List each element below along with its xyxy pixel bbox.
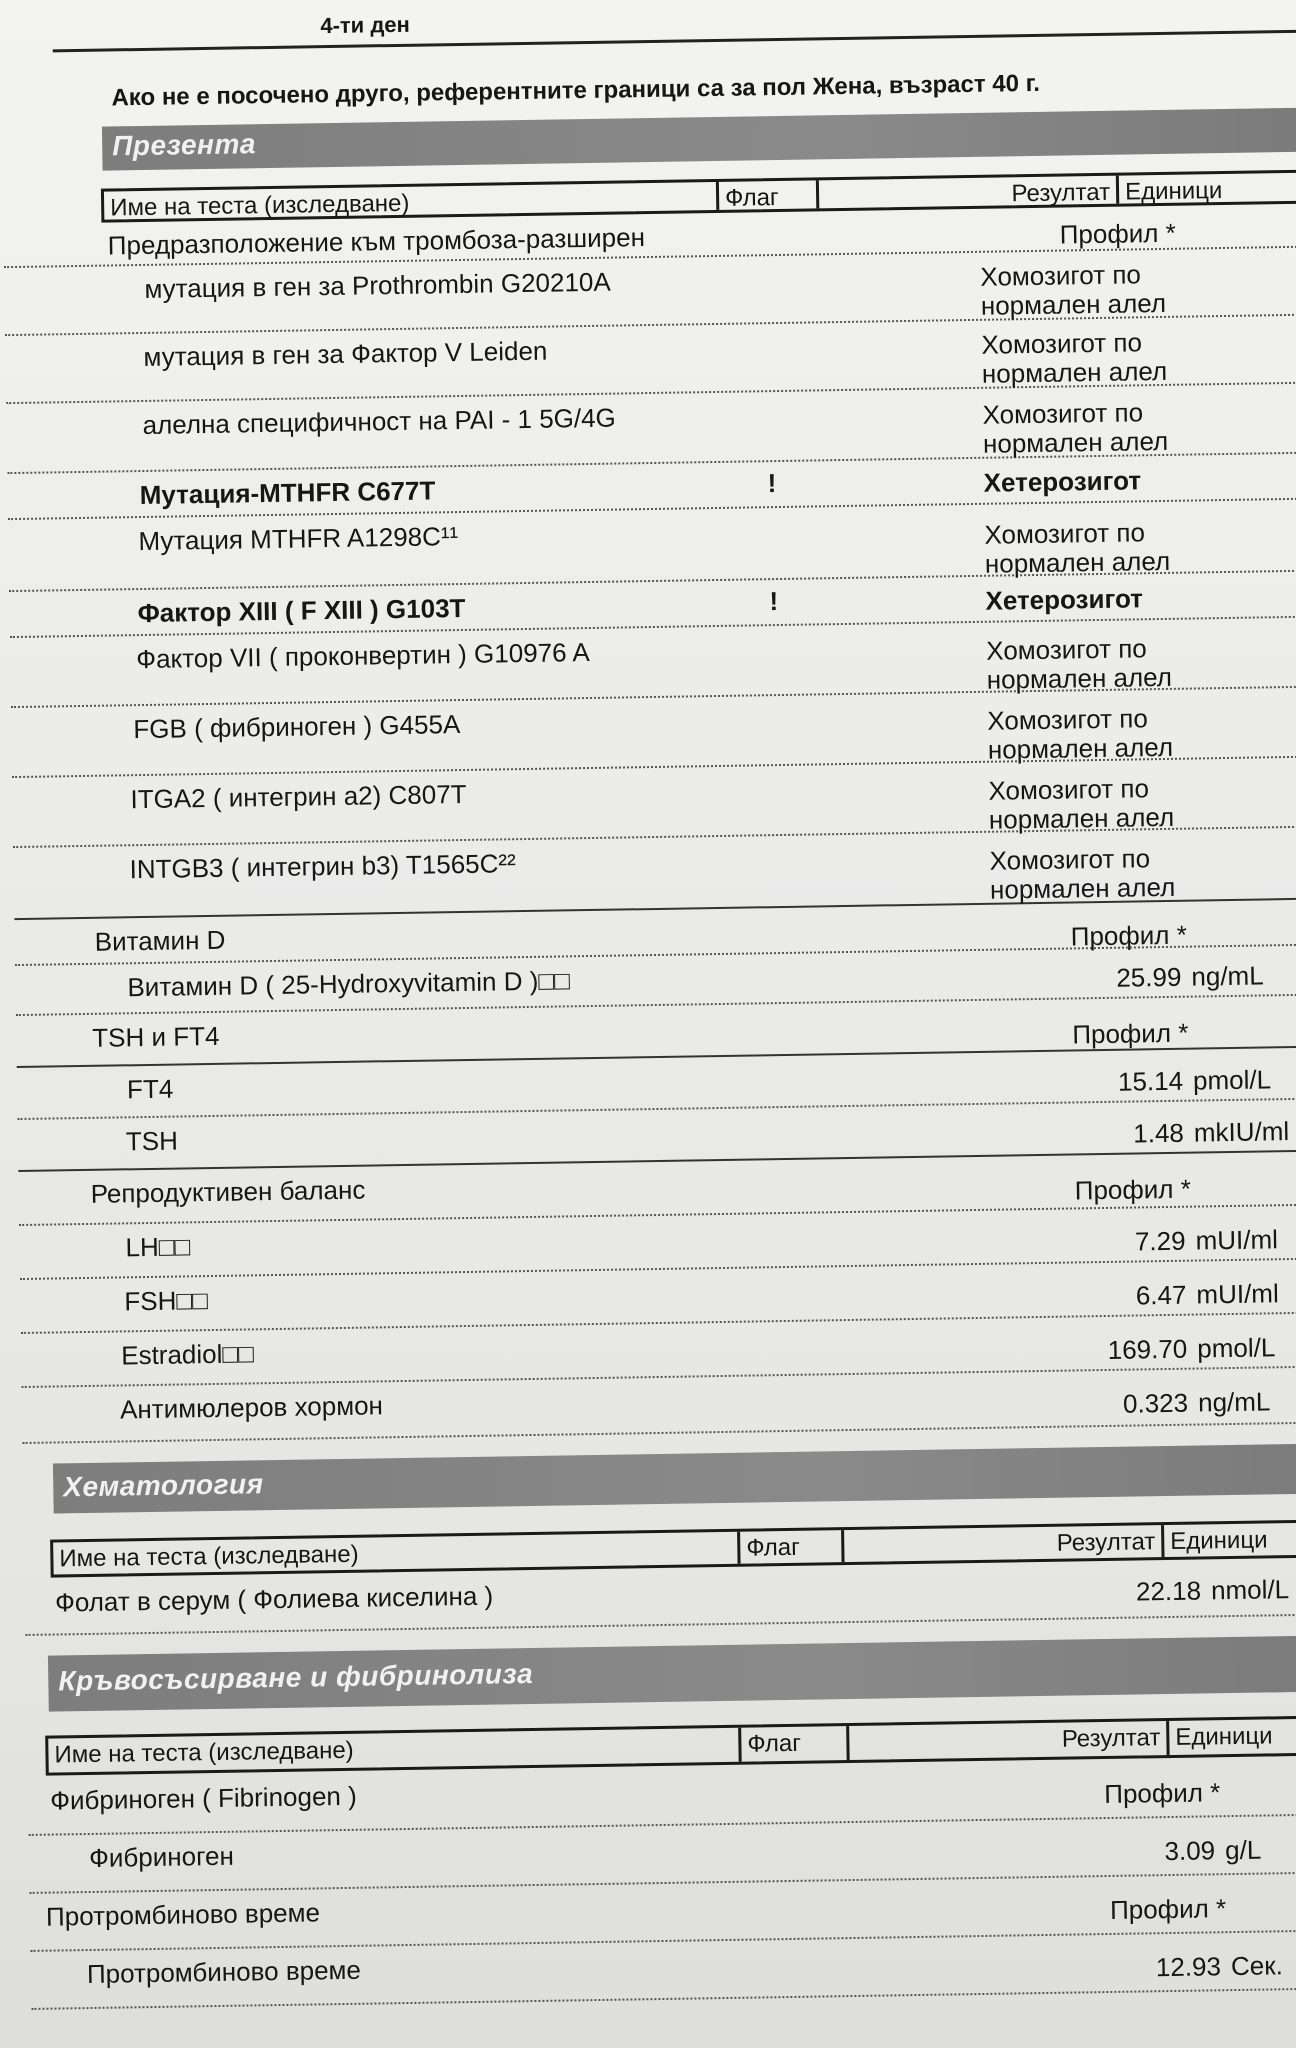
result-line-2: нормален алел: [981, 355, 1168, 389]
section-title: Хематология: [63, 1468, 264, 1503]
test-result: [982, 394, 1296, 457]
test-result: [988, 770, 1296, 833]
section-bar-coagulation: [48, 1635, 1296, 1711]
section-title: Презента: [111, 128, 257, 162]
test-name: Репродуктивен баланс: [90, 1174, 366, 1209]
test-name: ITGA2 ( интегрин a2) C807T: [130, 778, 467, 815]
test-name: Мутация MTHFR A1298C¹¹: [138, 521, 459, 557]
test-name: Протромбиново време: [45, 1897, 321, 1932]
result-line-1: Хомозигот по: [984, 517, 1146, 550]
result-line-2: нормален алел: [982, 425, 1169, 459]
test-name: Витамин D: [94, 924, 226, 957]
result-unit: mkIU/ml: [1193, 1116, 1290, 1148]
result-line-2: нормален алел: [987, 731, 1174, 765]
test-name: мутация в ген за Prothrombin G20210A: [144, 266, 611, 304]
test-name: FGB ( фибриноген ) G455A: [133, 709, 461, 745]
test-name: Фибриноген: [88, 1840, 235, 1874]
test-name: Мутация-MTHFR C677T: [139, 475, 436, 511]
flag-marker: !: [769, 586, 779, 617]
result-line-2: нормален алел: [984, 545, 1171, 579]
test-name: Estradiol□□: [120, 1338, 255, 1371]
test-result: [984, 514, 1296, 577]
result-line-2: нормален алел: [986, 661, 1173, 695]
test-name: LH□□: [125, 1231, 191, 1263]
test-result: [1075, 1172, 1296, 1207]
test-result: [1075, 1224, 1296, 1259]
result-line-1: Хетерозигот: [985, 583, 1144, 616]
result-value: 6.47: [1135, 1279, 1187, 1311]
col-units-header: Единици: [1116, 173, 1296, 204]
test-name: Фибриноген ( Fibrinogen ): [49, 1780, 357, 1816]
result-value: Профил: [1059, 218, 1159, 250]
test-name: Фактор VII ( проконвертин ) G10976 A: [136, 636, 590, 675]
test-result: [1072, 1016, 1296, 1051]
result-unit: mUI/ml: [1195, 1224, 1279, 1256]
result-unit: *: [1165, 217, 1177, 248]
col-result-header: Резултат: [846, 1721, 1166, 1760]
test-result: [981, 324, 1296, 387]
test-result: [1073, 1064, 1296, 1099]
test-name: Антимюлеров хормон: [119, 1390, 384, 1425]
result-value: 25.99: [1116, 961, 1182, 993]
test-result: [1074, 1116, 1296, 1151]
result-unit: *: [1209, 1777, 1221, 1808]
col-units-header: Единици: [1166, 1718, 1296, 1755]
section-bar-hematology: [53, 1443, 1296, 1513]
day-label: 4-ти ден: [320, 11, 411, 39]
col-units-header: Единици: [1161, 1522, 1296, 1557]
result-unit: *: [1180, 1173, 1192, 1204]
test-result: [985, 580, 1296, 617]
result-line-1: Хомозигот по: [982, 397, 1144, 430]
result-line-1: Хомозигот по: [986, 633, 1147, 666]
result-unit: pmol/L: [1197, 1332, 1276, 1364]
result-line-2: нормален алел: [989, 871, 1176, 905]
result-value: Профил: [1070, 919, 1170, 952]
result-unit: Сек.: [1230, 1950, 1284, 1982]
test-result: [1071, 960, 1296, 995]
result-unit: *: [1177, 1017, 1189, 1048]
result-line-1: Хомозигот по: [987, 703, 1149, 736]
result-unit: nmol/L: [1210, 1574, 1290, 1606]
test-result: [1105, 1833, 1296, 1868]
result-line-1: Хомозигот по: [981, 327, 1143, 360]
col-result-header: Резултат: [816, 176, 1116, 209]
test-result: [1111, 1949, 1296, 1984]
col-result-header: Резултат: [841, 1525, 1161, 1562]
result-unit: ng/mL: [1197, 1386, 1271, 1418]
top-rule: [53, 30, 1296, 53]
result-line-1: Хомозигот по: [980, 259, 1142, 292]
test-name: Витамин D ( 25-Hydroxyvitamin D )□□: [127, 965, 571, 1003]
result-value: Профил: [1072, 1017, 1172, 1050]
section-title: Кръвосъсирване и фибринолиза: [58, 1658, 534, 1697]
test-result: [987, 700, 1296, 763]
test-result: [1077, 1332, 1296, 1367]
test-result: [1110, 1891, 1296, 1926]
result-value: 15.14: [1117, 1065, 1184, 1097]
test-name: Протромбиново време: [86, 1954, 362, 1990]
result-value: 7.29: [1134, 1225, 1186, 1257]
test-name: Фактор XIII ( F XIII ) G103T: [137, 592, 466, 629]
test-name: TSH: [125, 1125, 179, 1157]
col-name-header: Име на теста (изследване): [54, 1736, 354, 1769]
test-name: INTGB3 ( интегрин b3) T1565C²²: [129, 848, 516, 885]
test-result: [1078, 1386, 1296, 1421]
result-value: 0.323: [1122, 1387, 1189, 1419]
col-name-header: Име на теста (изследване): [109, 189, 410, 222]
test-result: [1091, 1573, 1296, 1608]
result-value: 169.70: [1107, 1333, 1188, 1365]
test-result: [1076, 1278, 1296, 1313]
result-unit: pmol/L: [1192, 1064, 1272, 1096]
result-value: Профил: [1074, 1173, 1174, 1206]
test-name: мутация в ген за Фактор V Leiden: [143, 335, 548, 372]
test-result: [1059, 216, 1296, 251]
test-name: Предразположение към тромбоза-разширен: [107, 222, 646, 261]
result-value: Профил: [1104, 1777, 1204, 1810]
test-result: [986, 630, 1296, 693]
test-name: TSH и FT4: [91, 1020, 220, 1053]
test-result: [983, 462, 1296, 499]
test-name: FSH□□: [124, 1285, 209, 1317]
test-result: [989, 840, 1296, 903]
result-value: Профил: [1109, 1893, 1209, 1925]
result-value: 3.09: [1164, 1835, 1216, 1867]
result-value: 12.93: [1155, 1951, 1222, 1983]
result-unit: *: [1176, 919, 1188, 950]
test-result: [1104, 1775, 1296, 1810]
result-unit: g/L: [1224, 1834, 1262, 1866]
test-name: алелна специфичност на PAI - 1 5G/4G: [142, 402, 617, 440]
test-name: Фолат в серум ( Фолиева киселина ): [54, 1580, 494, 1618]
result-line-2: нормален алел: [980, 287, 1167, 321]
result-line-1: Хомозигот по: [988, 773, 1150, 806]
result-unit: *: [1215, 1893, 1227, 1924]
result-line-1: Хетерозигот: [983, 465, 1142, 498]
col-flag-header: Флаг: [738, 1726, 847, 1762]
result-line-1: Хомозигот по: [989, 843, 1151, 876]
col-name-header: Име на теста (изследване): [59, 1540, 359, 1573]
col-flag-header: Флаг: [716, 180, 816, 210]
col-flag-header: Флаг: [737, 1530, 841, 1564]
result-line-2: нормален алел: [988, 801, 1175, 835]
result-value: 1.48: [1133, 1117, 1185, 1149]
test-name: FT4: [126, 1073, 174, 1105]
flag-marker: !: [767, 468, 777, 499]
result-unit: ng/mL: [1191, 960, 1264, 992]
result-unit: mUI/ml: [1196, 1278, 1279, 1310]
result-value: 22.18: [1135, 1575, 1202, 1607]
reference-note: Ако не е посочено друго, референтните граници са за пол Жена, възраст 40 г.: [111, 69, 1041, 112]
section-bar-prezenta: [102, 107, 1296, 170]
test-result: [980, 256, 1296, 319]
